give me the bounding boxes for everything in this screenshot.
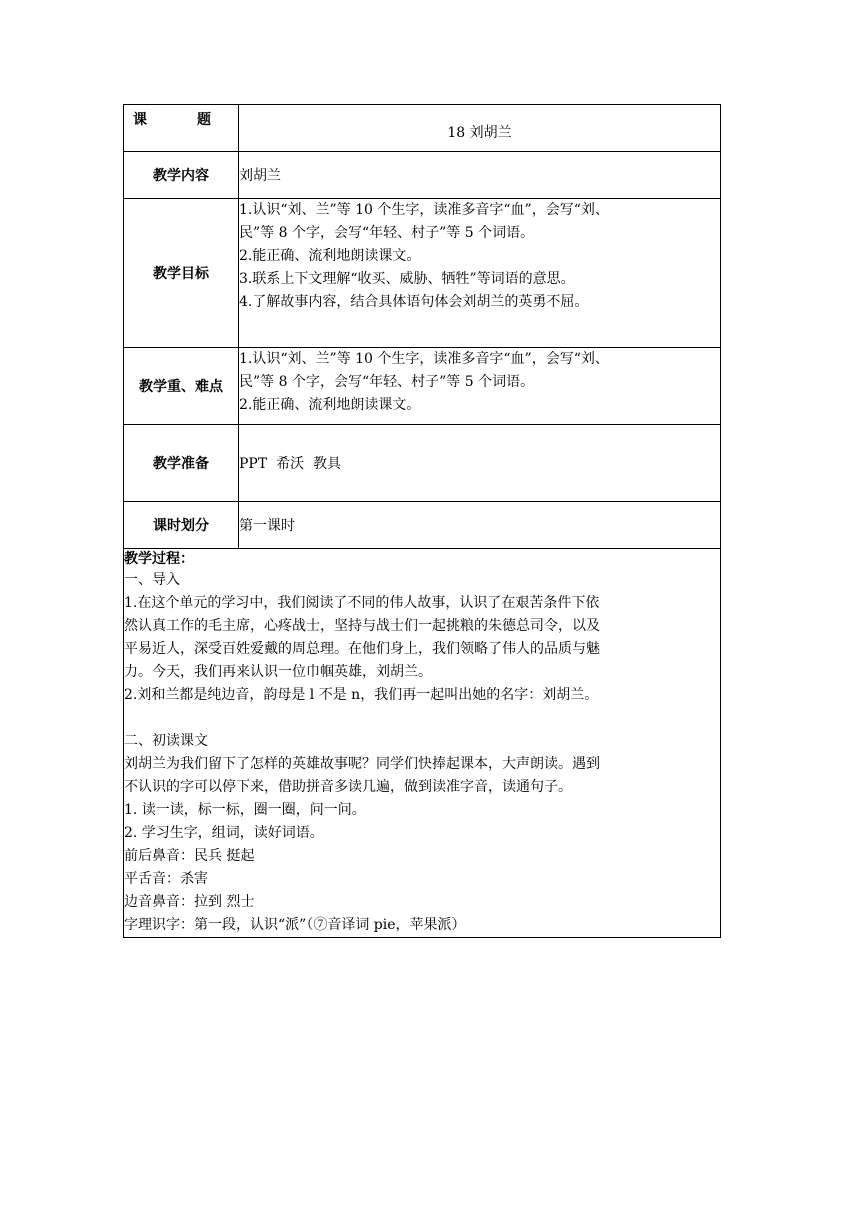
content-label: 教学内容 [124, 152, 239, 199]
process-line: 字理识字：第一段，认识“派”（⑦音译词 pie，苹果派） [124, 917, 466, 933]
key-points-label: 教学重、难点 [124, 348, 239, 425]
period-value: 第一课时 [239, 502, 721, 549]
goal-line: 2.能正确、流利地朗读课文。 [239, 248, 421, 264]
process-line: 边音鼻音：拉到 烈士 [124, 894, 255, 910]
topic-row [124, 105, 721, 152]
content-row [124, 152, 721, 199]
goal-line: 3.联系上下文理解“收买、威胁、牺牲”等词语的意思。 [239, 271, 575, 287]
process-line: 2.刘和兰都是纯边音，韵母是 l 不是 n，我们再一起叫出她的名字：刘胡兰。 [124, 687, 599, 703]
goals-label: 教学目标 [124, 199, 239, 348]
process-line: 一、导入 [124, 572, 180, 588]
process-line: 平易近人，深受百姓爱戴的周总理。在他们身上，我们领略了伟人的品质与魅 [124, 641, 600, 657]
goal-line: 1.认识“刘、兰”等 10 个生字，读准多音字“血”，会写“刘、 [239, 202, 609, 218]
process-line: 2. 学习生字，组词，读好词语。 [124, 825, 324, 841]
process-line: 不认识的字可以停下来，借助拼音多读几遍，做到读准字音，读通句子。 [124, 779, 572, 795]
process-line: 刘胡兰为我们留下了怎样的英雄故事呢？同学们快捧起课本，大声朗读。遇到 [124, 756, 600, 772]
prep-label: 教学准备 [124, 425, 239, 502]
key-point-line: 民”等 8 个字，会写“年轻、村子”等 5 个词语。 [239, 374, 535, 390]
prep-row [124, 425, 721, 502]
process-heading: 教学过程： [124, 551, 194, 567]
lesson-plan-table [123, 104, 721, 938]
key-point-line: 2.能正确、流利地朗读课文。 [239, 397, 421, 413]
period-row [124, 502, 721, 549]
process-cell [124, 549, 721, 938]
topic-value: 18 刘胡兰 [239, 105, 721, 152]
process-line: 前后鼻音：民兵 挺起 [124, 848, 255, 864]
process-line: 然认真工作的毛主席，心疼战士，坚持与战士们一起挑粮的朱德总司令，以及 [124, 618, 600, 634]
goal-line: 民”等 8 个字，会写“年轻、村子”等 5 个词语。 [239, 225, 535, 241]
process-blank-line [124, 707, 720, 730]
process-line: 1.在这个单元的学习中，我们阅读了不同的伟人故事，认识了在艰苦条件下依 [124, 595, 600, 611]
prep-value: PPT 希沃 教具 [239, 425, 721, 502]
process-line: 二、初读课文 [124, 733, 208, 749]
content-value: 刘胡兰 [239, 152, 721, 199]
key-point-line: 1.认识“刘、兰”等 10 个生字，读准多音字“血”，会写“刘、 [239, 351, 609, 367]
goal-line: 4.了解故事内容，结合具体语句体会刘胡兰的英勇不屈。 [239, 294, 589, 310]
goals-list [239, 199, 721, 348]
key-points-list [239, 348, 721, 425]
period-label: 课时划分 [124, 502, 239, 549]
process-line: 1. 读一读，标一标，圈一圈，问一问。 [124, 802, 366, 818]
process-line: 力。今天，我们再来认识一位巾帼英雄，刘胡兰。 [124, 664, 432, 680]
key-points-row [124, 348, 721, 425]
goals-row [124, 199, 721, 348]
process-row [124, 549, 721, 938]
process-line: 平舌音：杀害 [124, 871, 208, 887]
topic-label: 课 题 [124, 105, 239, 152]
